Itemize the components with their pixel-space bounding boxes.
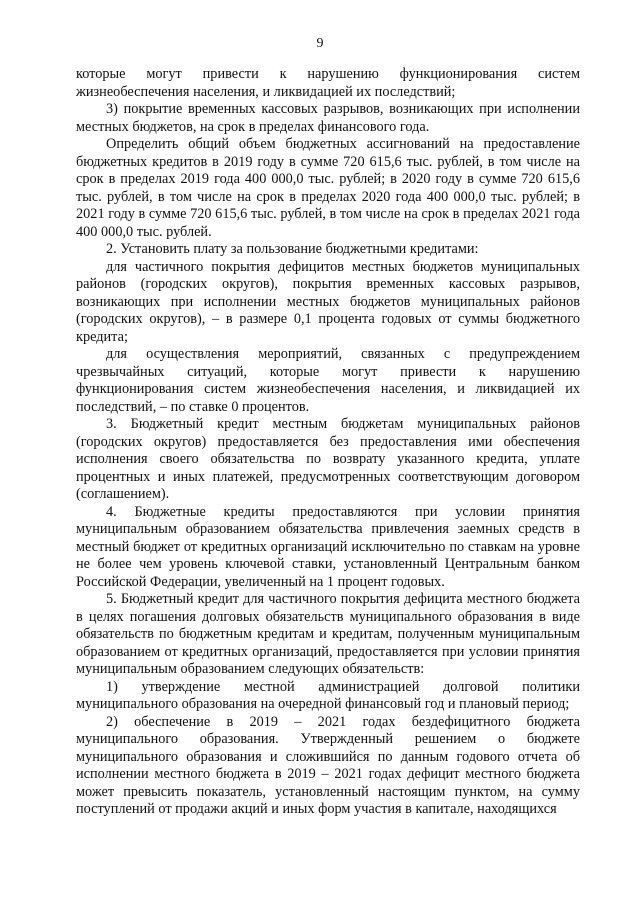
paragraph-fee-emergencies: для осуществления мероприятий, связанных с предупреждением чрезвычайных ситуаций, которые могут привести к нарушению функционирования систем жизнеобеспечения населения, и ликвидацией их последствий, – по ставке 0 процентов.: [76, 346, 580, 415]
document-body: [76, 66, 580, 819]
paragraph-budget-allocations: Определить общий объем бюджетных ассигнований на предоставление бюджетных кредитов в 2019 году в сумме 720 615,6 тыс. рублей, в том числе на срок в пределах 2019 года 400 000,0 тыс. рублей; в 2020 году в сумме 720 615,6 тыс. рублей, в том числе на срок в пределах 2020 года 400 000,0 тыс. рублей; в 2021 году в сумме 720 615,6 тыс. рублей, в том числе на срок в пределах 2021 года 400 000,0 тыс. рублей.: [76, 136, 580, 240]
paragraph-obligation-2: 2) обеспечение в 2019 – 2021 годах бездефицитного бюджета муниципального образования. Утвержденный решением о бюджете муниципального образования и сложившийся по данным годового отчета об исполнении местного бюджета в 2019 – 2021 годах дефицит местного бюджета может превысить показатель, установленный настоящим пунктом, на сумму поступлений от продажи акций и иных форм участия в капитале, находящихся: [76, 713, 580, 817]
paragraph-fee-deficits: для частичного покрытия дефицитов местных бюджетов муниципальных районов (городских округов), покрытия временных кассовых разрывов, возникающих при исполнении местных бюджетов муниципальных районов (городских округов), – в размере 0,1 процента годовых от суммы бюджетного кредита;: [76, 258, 580, 345]
paragraph-item-3-cash-gaps: 3) покрытие временных кассовых разрывов, возникающих при исполнении местных бюджетов, на срок в пределах финансового года.: [76, 101, 580, 135]
paragraph-section-5: 5. Бюджетный кредит для частичного покрытия дефицита местного бюджета в целях погашения долговых обязательств муниципального образования в виде обязательств по бюджетным кредитам и кредитам, полученным муниципальным образованием от кредитных организаций, предоставляется при условии принятия муниципальным образованием следующих обязательств:: [76, 591, 580, 677]
page-number: 9: [316, 36, 324, 51]
paragraph-obligation-1: 1) утверждение местной администрацией долговой политики муниципального образования на очередной финансовый год и плановый период;: [76, 678, 580, 712]
paragraph-section-3: 3. Бюджетный кредит местным бюджетам муниципальных районов (городских округов) предоставляется без предоставления ими обеспечения исполнения своего обязательства по возврату указанного кредита, уплате процентных и иных платежей, предусмотренных соответствующим договором (соглашением).: [76, 416, 580, 502]
paragraph-section-2-heading: 2. Установить плату за пользование бюджетными кредитами:: [106, 241, 479, 257]
paragraph-section-4: 4. Бюджетные кредиты предоставляются при условии принятия муниципальным образованием обязательства привлечения заемных средств в местный бюджет от кредитных организаций исключительно по ставкам на уровне не более чем уровень ключевой ставки, установленный Центральным банком Российской Федерации, увеличенный на 1 процент годовых.: [76, 503, 580, 590]
paragraph-continuation: которые могут привести к нарушению функционирования систем жизнеобеспечения населения, и ликвидацией их последствий;: [76, 66, 580, 100]
